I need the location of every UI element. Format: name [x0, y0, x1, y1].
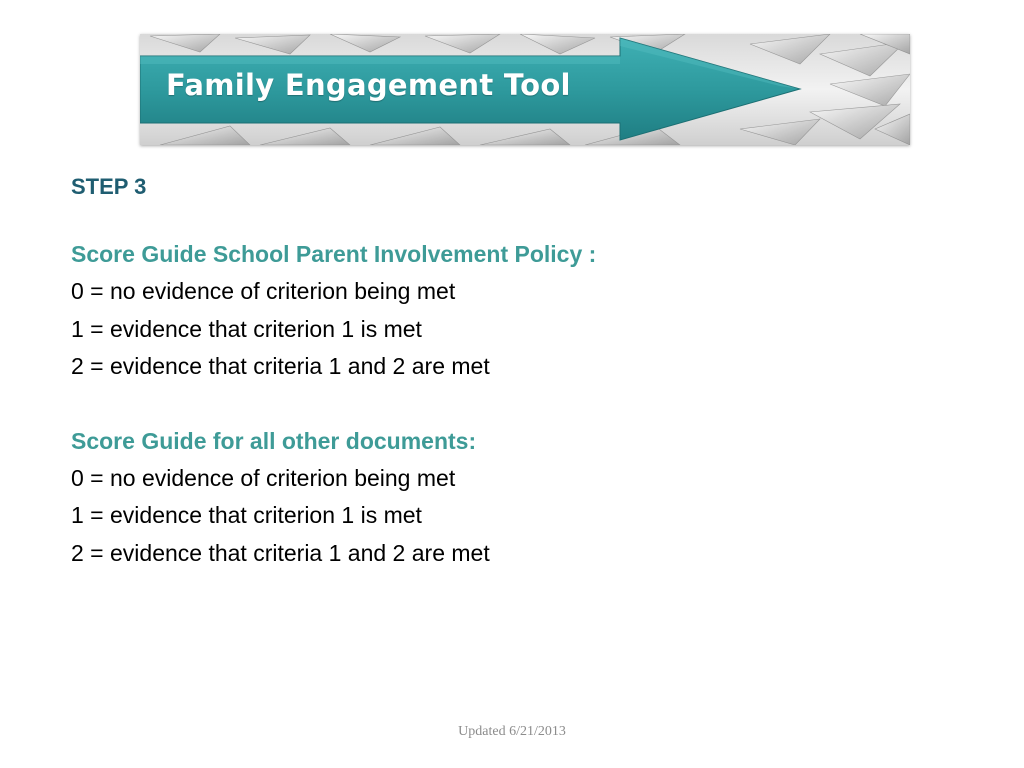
section-heading: Score Guide for all other documents: [71, 427, 477, 454]
updated-date: Updated 6/21/2013 [458, 724, 566, 739]
banner-title: Family Engagement Tool [166, 68, 571, 102]
score-guide-policy [71, 236, 951, 386]
section-heading: Score Guide School Parent Involvement Policy : [71, 241, 597, 267]
banner [140, 34, 910, 145]
score-line: 0 = no evidence of criterion being met [71, 464, 456, 491]
score-line: 2 = evidence that criteria 1 and 2 are met [71, 539, 490, 566]
score-line: 0 = no evidence of criterion being met [71, 278, 456, 304]
score-line: 1 = evidence that criterion 1 is met [71, 315, 422, 342]
score-line: 2 = evidence that criteria 1 and 2 are met [71, 353, 490, 379]
score-line: 1 = evidence that criterion 1 is met [71, 502, 422, 528]
content [71, 172, 951, 609]
score-guide-other-documents [71, 423, 951, 573]
step-label: STEP 3 [71, 174, 147, 199]
